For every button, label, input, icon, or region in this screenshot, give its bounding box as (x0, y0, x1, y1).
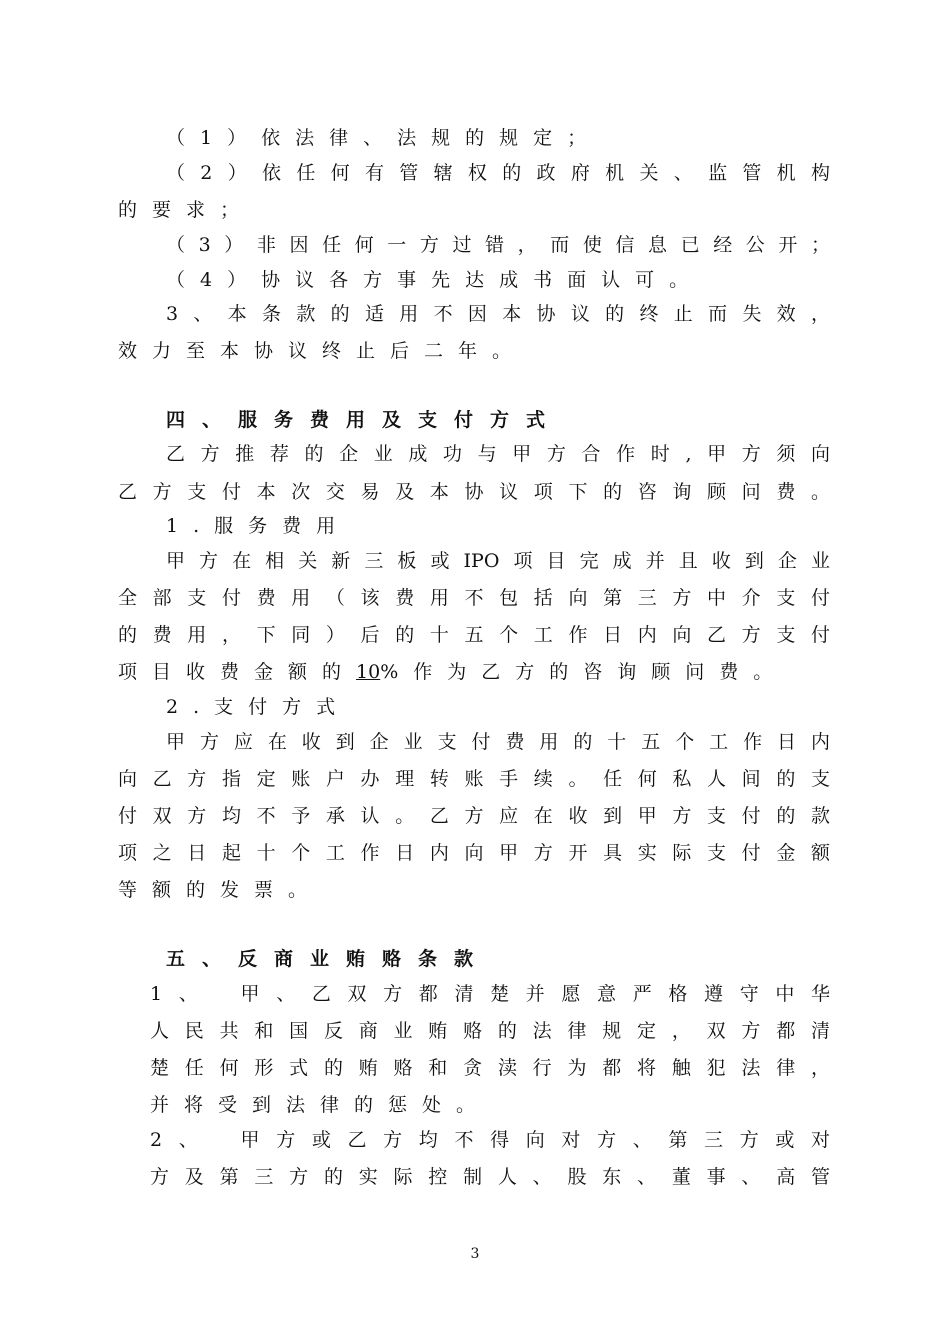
paragraph-line: 1、 甲、乙双方都清楚并愿意严格遵守中华 (150, 983, 830, 1005)
paragraph-line: 付双方均不予承认。乙方应在收到甲方支付的款 (118, 805, 830, 827)
paragraph-line: 2、 甲方或乙方均不得向对方、第三方或对 (150, 1129, 830, 1151)
section-heading-5: 五、反商业贿赂条款 (166, 948, 491, 970)
clause-item-4: （4）协议各方事先达成书面认可。 (166, 269, 704, 291)
paragraph-line: 甲方在相关新三板或IPO项目完成并且收到企业 (166, 550, 830, 572)
clause-item-2: （2）依任何有管辖权的政府机关、监管机构 (166, 162, 830, 184)
subheading-service-fee: 1.服务费用 (166, 515, 351, 537)
paragraph-line: 乙方推荐的企业成功与甲方合作时,甲方须向 (166, 443, 830, 465)
paragraph-line: 全部支付费用（该费用不包括向第三方中介支付 (118, 587, 830, 609)
paragraph-line: 方及第三方的实际控制人、股东、董事、高管 (150, 1166, 830, 1188)
clause-item-1: （1）依法律、法规的规定； (166, 127, 602, 149)
paragraph-line: 向乙方指定账户办理转账手续。任何私人间的支 (118, 768, 830, 790)
clause-3: 3、本条款的适用不因本协议的终止而失效， (166, 303, 830, 325)
paragraph-line: 项之日起十个工作日内向甲方开具实际支付金额 (118, 842, 830, 864)
fee-rate-suffix: %作为乙方的咨询顾问费。 (380, 661, 788, 683)
paragraph-line: 甲方应在收到企业支付费用的十五个工作日内 (166, 731, 830, 753)
paragraph-line: 楚任何形式的贿赂和贪渎行为都将触犯法律， (150, 1057, 830, 1079)
section-heading-4: 四、服务费用及支付方式 (166, 409, 563, 431)
fee-rate-value: 10 (356, 661, 381, 683)
paragraph-line: 人民共和国反商业贿赂的法律规定，双方都清 (150, 1020, 830, 1042)
fee-rate-line (118, 660, 830, 684)
paragraph-line: 乙方支付本次交易及本协议项下的咨询顾问费。 (118, 481, 830, 503)
clause-item-3: （3）非因任何一方过错，而使信息已经公开； (166, 234, 830, 256)
subheading-payment-method: 2.支付方式 (166, 696, 351, 718)
page-number: 3 (470, 1246, 480, 1262)
paragraph-line: 并将受到法律的惩处。 (150, 1094, 491, 1116)
paragraph-line: 的费用，下同）后的十五个工作日内向乙方支付 (118, 624, 830, 646)
clause-item-2-cont: 的要求； (118, 199, 255, 221)
fee-rate-prefix: 项目收费金额的 (118, 661, 357, 683)
clause-3-cont: 效力至本协议终止后二年。 (118, 340, 527, 362)
paragraph-line: 等额的发票。 (118, 879, 323, 901)
